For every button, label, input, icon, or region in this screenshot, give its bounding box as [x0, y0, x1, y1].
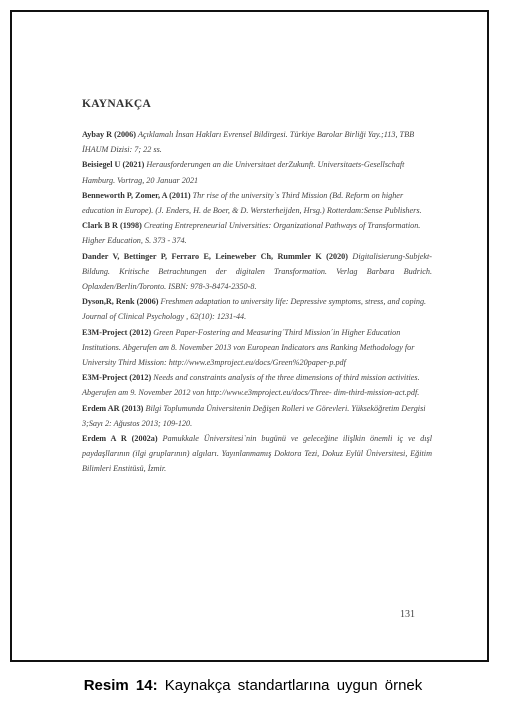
caption-text: Kaynakça standartlarına uygun örnek	[164, 677, 423, 694]
caption-label: Resim 14:	[83, 677, 158, 694]
reference-author: Beisiegel U (2021)	[82, 160, 145, 170]
references-heading: KAYNAKÇA	[82, 98, 152, 110]
figure-caption	[0, 677, 506, 694]
reference-author: Benneworth P, Zomer, A (2011)	[82, 190, 191, 200]
reference-author: Clark B R (1998)	[82, 221, 142, 231]
reference-entry	[82, 218, 432, 248]
reference-author: Dander V, Bettinger P, Ferraro E, Leineweber Ch, Rummler K (2020)	[82, 251, 348, 261]
reference-text: Pamukkale Üniversitesi`nin bugünü ve geleceğine ilişlkin önemli iç ve dışl paydaşllarının (ilgi gruplarının) algıları. Yayınlanmamış Doktora Tezi, Dokuz Eylül Üniversitesi, Eğitim Bilimleri Enstitüsü, İzmir.	[82, 434, 432, 474]
reference-entry	[82, 188, 432, 218]
reference-entry	[82, 431, 432, 477]
reference-author: Dyson,R, Renk (2006)	[82, 297, 159, 307]
reference-text: Green Paper-Fostering and Measuring´Third Mission´in Higher Education Institutions. Abgerufen am 8. November 2013 von European Indicators ans Ranking Methodology for University Third Mission: http://www.e3mproject.eu/docs/Green%20paper-p.pdf	[82, 327, 415, 368]
reference-author: Aybay R (2006)	[82, 130, 136, 139]
reference-text: Herausforderungen an die Universitaet derZukunft. Universitaets-Gesellschaft Hamburg. Vortrag, 20 Januar 2021	[82, 160, 405, 185]
document-page	[10, 10, 489, 662]
reference-entry	[82, 370, 432, 400]
reference-entry	[82, 157, 432, 187]
reference-text: Freshmen adaptation to university life: Depressive symptoms, stress, and coping. Journal of Clinical Psychology , 62(10): 1231-44.	[82, 297, 427, 322]
reference-entry	[82, 294, 432, 324]
reference-author: E3M-Project (2012)	[82, 373, 152, 383]
reference-text: Bilgi Toplumunda Üniversitenin Değişen Rolleri ve Görevleri. Yükseköğretim Dergisi 3;Sayı 2: Ağustos 2013; 109-120.	[82, 403, 426, 428]
reference-author: Erdem A R (2002a)	[82, 434, 158, 444]
reference-entry	[82, 401, 432, 431]
reference-text: Thr rise of the university`s Third Mission (Bd. Reform on higher education in Europe). (J. Enders, H. de Boer, & D. Wersterheijden, Hrsg.) Rotterdam:Sense Publishers.	[82, 190, 422, 216]
reference-author: E3M-Project (2012)	[82, 327, 152, 337]
reference-entry	[82, 325, 432, 371]
reference-text: Creating Entrepreneurial Universities: Organizational Pathways of Transformation. Higher Education, S. 373 - 374.	[82, 221, 421, 246]
reference-author: Erdem AR (2013)	[82, 403, 144, 413]
reference-text: Digitalisierung-Subjekt-Bildung. Kritische Betrachtungen der digitalen Transformation. Verlag Barbara Budrich. Oplaxden/Berlin/Toronto. ISBN: 978-3-8474-2350-8.	[82, 251, 432, 292]
reference-entry	[82, 127, 432, 157]
reference-text: Açıklamalı İnsan Hakları Evrensel Bildirgesi. Türkiye Barolar Birliği Yay.;113, TBB İHAUM Dizisi: 7; 22 ss.	[82, 130, 415, 155]
references-section	[82, 98, 432, 477]
reference-text: Needs and constraints analysis of the three dimensions of third mission activities. Abgerufen am 9. November 2012 von http://www.e3mproject.eu/docs/Three- dim-third-mission-act.pdf.	[82, 373, 420, 398]
page-number: 131	[400, 609, 415, 620]
reference-entry	[82, 249, 432, 295]
